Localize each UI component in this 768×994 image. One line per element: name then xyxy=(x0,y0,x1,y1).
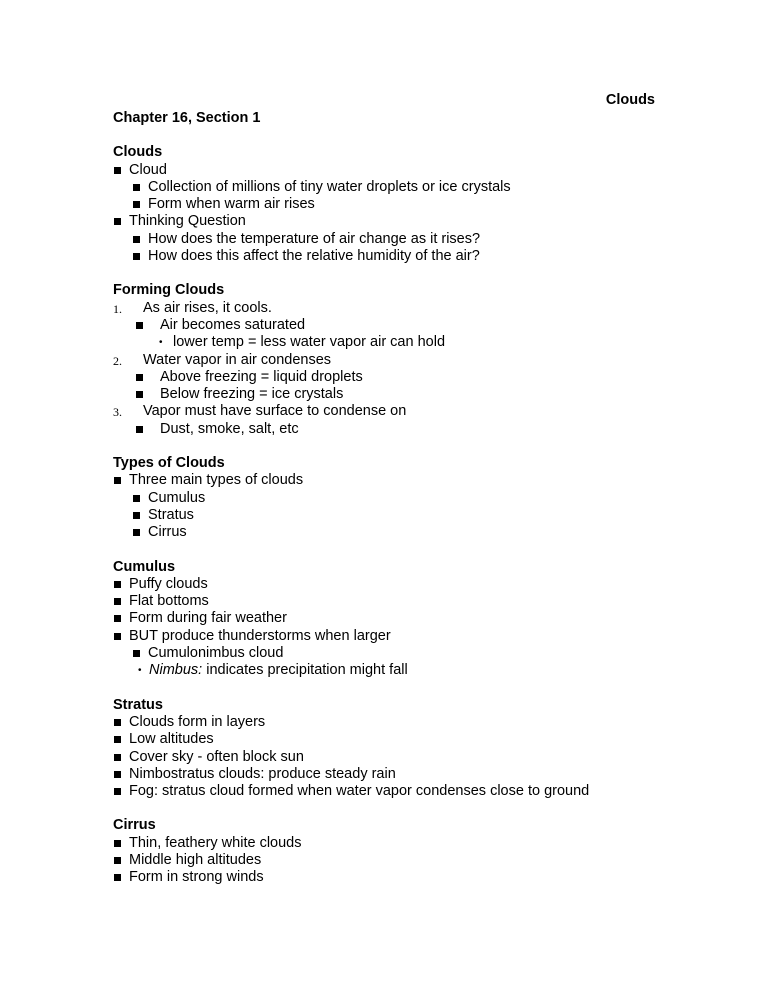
square-bullet-icon xyxy=(114,633,121,640)
list-item: Form in strong winds xyxy=(113,869,673,886)
chapter-heading: Chapter 16, Section 1 xyxy=(113,110,261,126)
list-item: Cirrus xyxy=(113,524,673,541)
list-item: How does the temperature of air change as it rises? xyxy=(113,231,673,248)
square-bullet-icon xyxy=(114,840,121,847)
list-item: Stratus xyxy=(113,507,673,524)
section-heading: Forming Clouds xyxy=(113,282,225,299)
square-bullet-icon xyxy=(136,322,143,329)
square-bullet-icon xyxy=(114,167,121,174)
item-number: 2. xyxy=(113,353,122,368)
square-bullet-icon xyxy=(136,426,143,433)
numbered-item: 3. Vapor must have surface to condense on xyxy=(113,403,673,420)
list-item: • lower temp = less water vapor air can hold xyxy=(159,334,446,351)
square-bullet-icon xyxy=(133,184,140,191)
section-forming-clouds xyxy=(113,282,673,438)
list-item: Dust, smoke, salt, etc xyxy=(113,421,673,438)
list-item: Form when warm air rises xyxy=(113,196,673,213)
list-item: Air becomes saturated xyxy=(113,317,673,334)
list-item: Middle high altitudes xyxy=(113,852,673,869)
section-heading: Cirrus xyxy=(113,817,156,834)
square-bullet-icon xyxy=(114,874,121,881)
page-title: Clouds xyxy=(605,92,655,108)
list-item: Below freezing = ice crystals xyxy=(113,386,673,403)
square-bullet-icon xyxy=(114,615,121,622)
square-bullet-icon xyxy=(133,650,140,657)
list-item: Cover sky - often block sun xyxy=(113,749,673,766)
square-bullet-icon xyxy=(114,857,121,864)
list-item: Flat bottoms xyxy=(113,593,673,610)
document-body xyxy=(113,110,673,887)
list-item: Cloud xyxy=(113,162,673,179)
square-bullet-icon xyxy=(114,477,121,484)
square-bullet-icon xyxy=(133,253,140,260)
section-types-of-clouds xyxy=(113,455,673,541)
square-bullet-icon xyxy=(136,391,143,398)
section-heading: Cumulus xyxy=(113,558,176,575)
square-bullet-icon xyxy=(133,529,140,536)
list-item: Puffy clouds xyxy=(113,576,673,593)
section-stratus xyxy=(113,697,673,801)
list-item: Form during fair weather xyxy=(113,610,673,627)
list-item: Above freezing = liquid droplets xyxy=(113,369,673,386)
section-cirrus xyxy=(113,817,673,886)
numbered-item: 2. Water vapor in air condenses xyxy=(113,352,673,369)
item-number: 1. xyxy=(113,301,122,316)
square-bullet-icon xyxy=(133,236,140,243)
list-item: Three main types of clouds xyxy=(113,472,673,489)
section-cumulus xyxy=(113,559,673,680)
list-item: Nimbostratus clouds: produce steady rain xyxy=(113,766,673,783)
square-bullet-icon xyxy=(114,581,121,588)
list-item: BUT produce thunderstorms when larger xyxy=(113,628,673,645)
square-bullet-icon xyxy=(114,771,121,778)
list-item: Cumulonimbus cloud xyxy=(113,645,673,662)
list-item: Fog: stratus cloud formed when water vapor condenses close to ground xyxy=(113,783,673,800)
square-bullet-icon xyxy=(136,374,143,381)
list-item: Low altitudes xyxy=(113,731,673,748)
square-bullet-icon xyxy=(114,754,121,761)
item-number: 3. xyxy=(113,405,122,420)
square-bullet-icon xyxy=(133,201,140,208)
dot-bullet-icon: • xyxy=(138,665,142,677)
square-bullet-icon xyxy=(114,598,121,605)
list-item: Collection of millions of tiny water droplets or ice crystals xyxy=(113,179,673,196)
square-bullet-icon xyxy=(114,736,121,743)
square-bullet-icon xyxy=(114,788,121,795)
list-item: Clouds form in layers xyxy=(113,714,673,731)
list-item: Thinking Question xyxy=(113,213,673,230)
square-bullet-icon xyxy=(114,719,121,726)
section-heading: Stratus xyxy=(113,696,163,713)
term: Nimbus: xyxy=(149,662,203,679)
list-item: • Nimbus: indicates precipitation might fall xyxy=(138,662,408,679)
square-bullet-icon xyxy=(133,495,140,502)
dot-bullet-icon: • xyxy=(159,337,163,349)
list-item: Thin, feathery white clouds xyxy=(113,835,673,852)
section-heading: Clouds xyxy=(113,144,163,161)
square-bullet-icon xyxy=(114,218,121,225)
square-bullet-icon xyxy=(133,512,140,519)
section-clouds xyxy=(113,144,673,265)
section-heading: Types of Clouds xyxy=(113,455,225,472)
list-item: Cumulus xyxy=(113,490,673,507)
list-item: How does this affect the relative humidity of the air? xyxy=(113,248,673,265)
numbered-item: 1. As air rises, it cools. xyxy=(113,300,673,317)
